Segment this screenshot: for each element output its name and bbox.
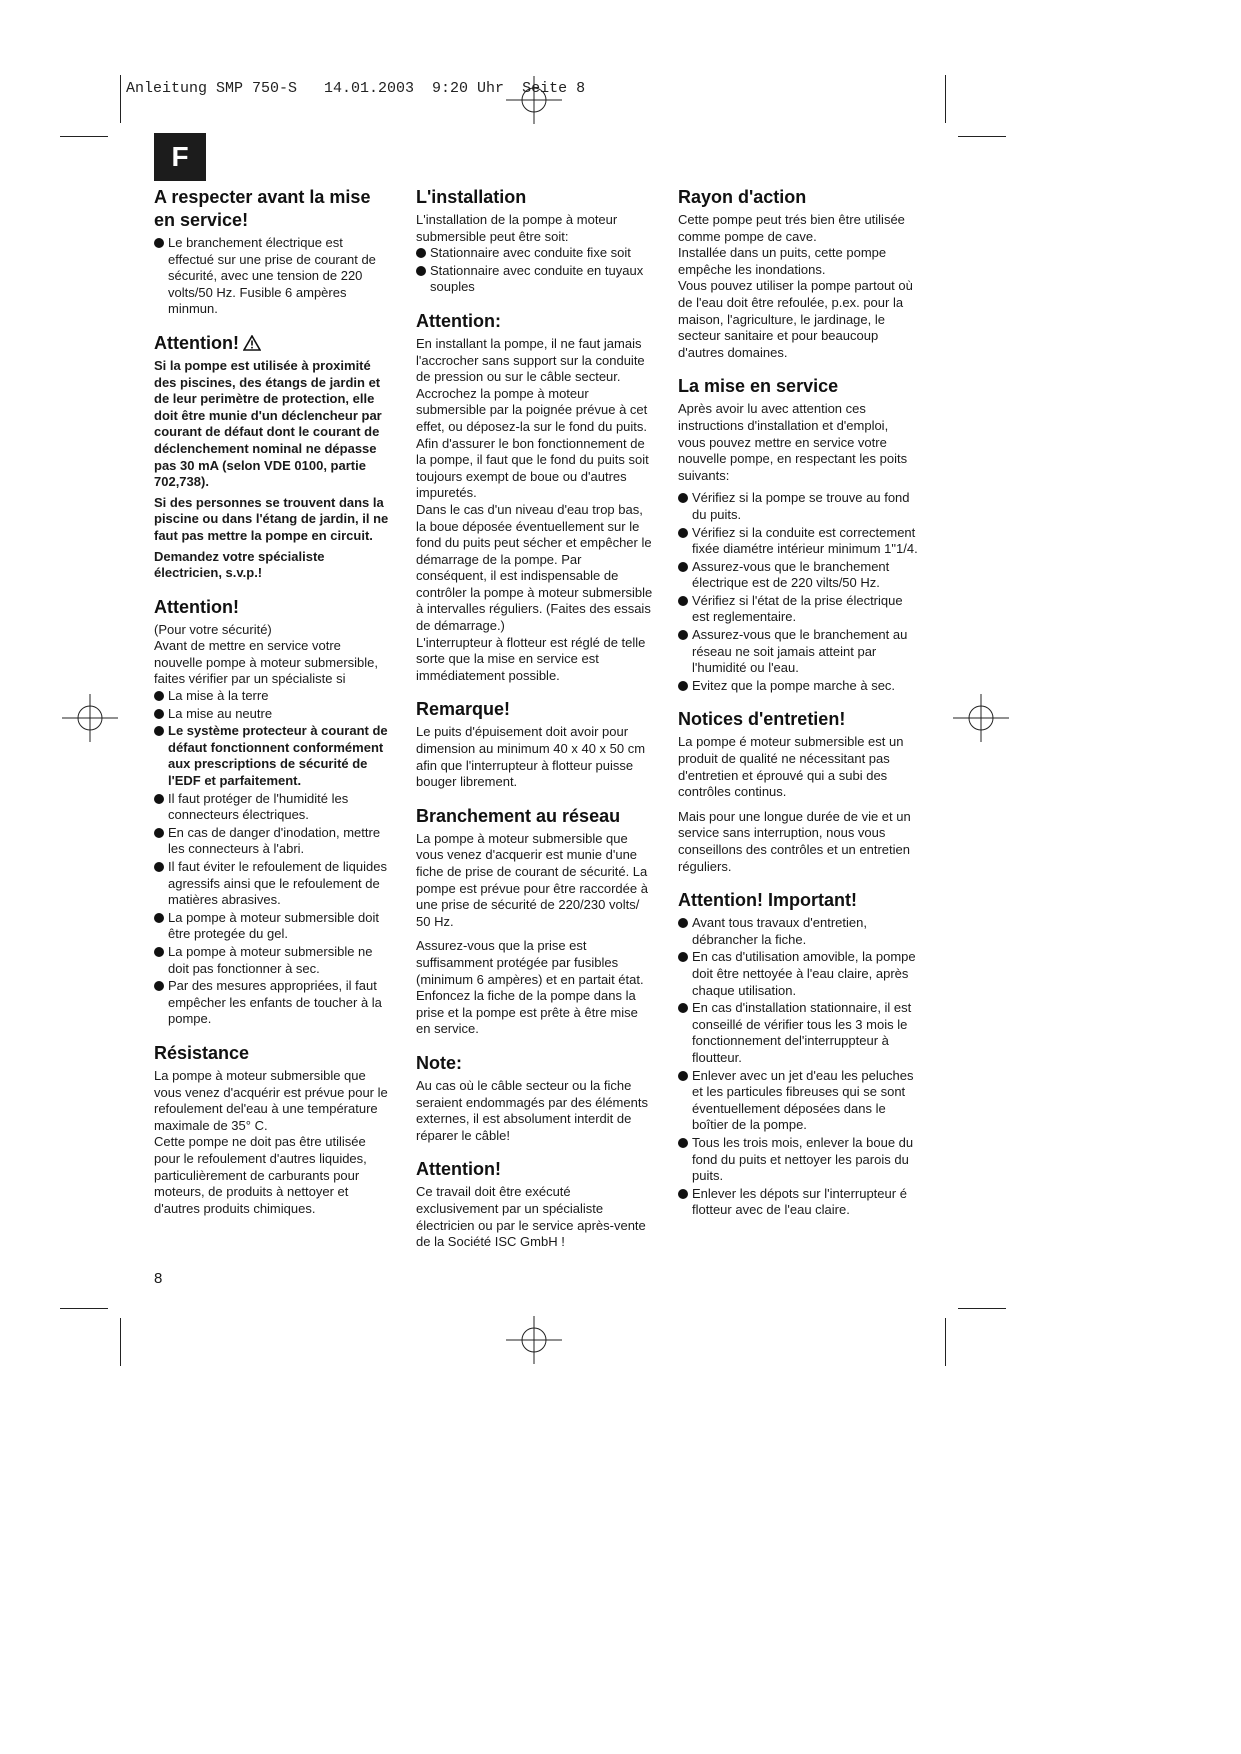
list-item [154, 859, 389, 909]
crop-mark [958, 136, 1006, 137]
section-resistance [154, 1042, 389, 1217]
bullet-list [154, 235, 389, 318]
list-item-text: La pompe à moteur submersible doit être protegée du gel. [168, 909, 380, 942]
bullet-icon [154, 726, 164, 736]
section-title: Attention! [154, 596, 239, 617]
list-item [678, 1135, 918, 1185]
section-attention-safety [154, 332, 389, 582]
list-item-text: Assurez-vous que le branchement électrique est de 220 vilts/50 Hz. [692, 558, 890, 591]
list-item [678, 525, 918, 558]
section-title: Résistance [154, 1042, 250, 1063]
bullet-icon [416, 266, 426, 276]
crop-mark [60, 1308, 108, 1309]
list-item-text: Stationnaire avec conduite fixe soit [430, 245, 631, 261]
paragraph: La pompe à moteur submersible que vous venez d'acquérir est prévue pour le refoulement del'eau à une température maximale de 35° C. [154, 1067, 388, 1133]
list-item [154, 825, 389, 858]
section-title: La mise en service [678, 376, 839, 397]
paragraph: Dans le cas d'un niveau d'eau trop bas, la boue déposée éventuellement sur le fond du puits peut sécher et empêcher le démarrage de la pompe. Par conséquent, il est indispensable de contrôler la pompe à moteur submersible à intervalles réguliers. (Faites des essais de démarrage.) [416, 501, 653, 634]
list-item-text: Vérifiez si la conduite est correctement fixée diamétre intérieur minimum 1"1/4. [692, 524, 918, 557]
crop-mark [120, 1318, 121, 1366]
section-attention-electrician [416, 1158, 654, 1250]
bullet-list [678, 915, 918, 1219]
column-2 [416, 186, 654, 1265]
registration-mark [62, 690, 118, 746]
crop-mark [60, 136, 108, 137]
list-item-text: La pompe à moteur submersible ne doit pas fonctionner à sec. [168, 943, 373, 976]
section-title: A respecter avant la mise en service! [154, 187, 371, 230]
list-item-text: En cas de danger d'inodation, mettre les connecteurs à l'abri. [168, 824, 381, 857]
section-title: Attention! [416, 1159, 501, 1180]
section-title: Attention: [416, 310, 501, 331]
section-attention-important [678, 889, 918, 1219]
list-item-text: Tous les trois mois, enlever la boue du fond du puits et nettoyer les parois du puits. [692, 1134, 914, 1184]
paragraph: En installant la pompe, il ne faut jamais l'accrocher sans support sur la conduite de pression ou sur le câble secteur. Accrochez la pompe à moteur submersible par la poignée prévue à cet effet, ou déposez-la sur le fond du puits. Afin d'assurer le bon fonctionnement de la pompe, il faut que le fond du puits soit toujours exempt de boue ou d'autres impuretés. [416, 335, 649, 501]
paragraph: La pompe à moteur submersible que vous venez d'acquerir est munie d'une fiche de prise de courant de sécurité. La pompe est prévue pour être raccordée à une prise de sécurité de 220/230 volts/ 50 Hz. [416, 830, 648, 929]
paragraph: Le puits d'épuisement doit avoir pour dimension au minimum 40 x 40 x 50 cm afin que l'interrupteur à flotteur puisse bouger librement. [416, 724, 646, 790]
warning-triangle-icon [243, 335, 261, 351]
section-title: Rayon d'action [678, 187, 807, 207]
bullet-icon [678, 528, 688, 538]
bullet-icon [678, 1003, 688, 1013]
list-item-text: En cas d'installation stationnaire, il est conseillé de vérifier tous les 3 mois le fonctionnement del'interruppteur à floutteur. [692, 1000, 912, 1065]
list-item [678, 1068, 918, 1134]
section-maintenance [678, 708, 918, 875]
language-badge: F [154, 133, 206, 181]
list-item [678, 559, 918, 592]
list-item [678, 490, 918, 523]
bullet-icon [678, 1138, 688, 1148]
registration-mark [506, 72, 562, 128]
bullet-icon [416, 248, 426, 258]
section-title-row [154, 332, 389, 355]
list-item-text: Enlever avec un jet d'eau les peluches et les particules fibreuses qui se sont éventuellement déposées dans le boîtier de la pompe. [692, 1067, 914, 1133]
paragraph: La pompe é moteur submersible est un produit de qualité ne nécessitant pas d'entretien et éprouvé qui a subi des contrôles continus. [678, 734, 904, 800]
section-before-use [154, 186, 389, 318]
list-item-text: Enlever les dépots sur l'interrupteur é flotteur avec de l'eau claire. [692, 1185, 907, 1218]
crop-mark [958, 1308, 1006, 1309]
bullet-icon [678, 493, 688, 503]
paragraph: Demandez votre spécialiste électricien, s.v.p.! [154, 548, 325, 581]
section-title: Attention! Important! [678, 890, 857, 911]
bullet-icon [154, 947, 164, 957]
section-title: Attention! [154, 332, 239, 353]
list-item [678, 593, 918, 626]
list-item-text: Vérifiez si l'état de la prise électrique est reglementaire. [692, 592, 903, 625]
list-item-text: La mise au neutre [168, 705, 273, 721]
page-number: 8 [154, 1270, 163, 1287]
bullet-icon [154, 238, 164, 248]
paragraph: L'installation de la pompe à moteur submersible peut être soit: [416, 212, 618, 244]
bullet-icon [678, 630, 688, 640]
registration-mark [953, 690, 1009, 746]
list-item-text: Avant tous travaux d'entretien, débrancher la fiche. [692, 915, 867, 947]
list-item [154, 791, 389, 824]
paragraph: Si des personnes se trouvent dans la piscine ou dans l'étang de jardin, il ne faut pas mettre la pompe en circuit. [154, 494, 389, 543]
list-item [416, 245, 654, 262]
list-item-text: Assurez-vous que le branchement au réseau ne soit jamais atteint par l'humidité ou l'eau. [692, 627, 908, 676]
section-remark [416, 698, 654, 790]
bullet-icon [678, 596, 688, 606]
section-title: Notices d'entretien! [678, 709, 846, 730]
bullet-icon [678, 681, 688, 691]
bullet-list [154, 688, 389, 1028]
paragraph: Après avoir lu avec attention ces instructions d'installation et d'emploi, vous pouvez mettre en service votre nouvelle pompe, en respectant les poits suivants: [678, 401, 908, 483]
paragraph: Avant de mettre en service votre nouvelle pompe à moteur submersible, faites vérifier par un spécialiste si [154, 638, 379, 687]
paragraph: Mais pour une longue durée de vie et un service sans interruption, nous vous conseillons des contrôles et un entretien réguliers. [678, 808, 911, 874]
list-item [154, 978, 389, 1028]
list-item [678, 915, 918, 948]
list-item [678, 678, 918, 695]
bullet-icon [678, 562, 688, 572]
crop-mark [120, 75, 121, 123]
list-item [154, 235, 389, 318]
list-item [154, 688, 389, 705]
paragraph: Au cas où le câble secteur ou la fiche seraient endommagés par des éléments externes, il est absolument interdit de réparer le câble! [416, 1077, 648, 1143]
list-item [416, 263, 654, 296]
bullet-icon [154, 828, 164, 838]
paragraph: Assurez-vous que la prise est suffisamment protégée par fusibles (minimum 6 ampères) et en partait état. Enfoncez la fiche de la pompe dans la prise et la pompe est prête à être mise en service. [416, 938, 644, 1037]
bullet-icon [678, 952, 688, 962]
bullet-icon [678, 1189, 688, 1199]
bullet-icon [154, 981, 164, 991]
section-note [416, 1052, 654, 1144]
section-attention-checks [154, 596, 389, 1028]
crop-mark [945, 1318, 946, 1366]
list-item-text: Le système protecteur à courant de défaut fonctionnent conformément aux prescriptions de sécurité de l'EDF et parfaitement. [168, 723, 388, 789]
section-mains-connection [416, 805, 654, 1038]
list-item-text: Par des mesures appropriées, il faut empêcher les enfants de toucher à la pompe. [168, 978, 382, 1027]
bullet-icon [154, 691, 164, 701]
list-item [154, 706, 389, 723]
list-item [678, 1186, 918, 1219]
section-title: Remarque! [416, 699, 511, 720]
section-attention-installation [416, 310, 654, 684]
list-item-text: En cas d'utilisation amovible, la pompe doit être nettoyée à l'eau claire, après chaque utilisation. [692, 949, 916, 998]
paragraph: (Pour votre sécurité) [154, 621, 272, 637]
print-slug: Anleitung SMP 750-S 14.01.2003 9:20 Uhr Seite 8 [126, 80, 586, 97]
list-item [154, 723, 389, 789]
bullet-list [416, 245, 654, 296]
section-range-of-use [678, 186, 918, 361]
paragraph: Ce travail doit être exécuté exclusivement par un spécialiste électricien ou par le service après-vente de la Société ISC GmbH ! [416, 1184, 646, 1250]
list-item [154, 910, 389, 943]
paragraph: Vous pouvez utiliser la pompe partout où de l'eau doit être refoulée, p.ex. pour la maison, l'agriculture, le jardinage, le secteur sanitaire et pour beaucoup d'autres domaines. [678, 278, 913, 360]
list-item [678, 627, 918, 677]
list-item [678, 1000, 918, 1066]
bullet-list [678, 490, 918, 694]
list-item [154, 944, 389, 977]
paragraph: Installée dans un puits, cette pompe empêche les inondations. [678, 245, 887, 277]
list-item-text: Evitez que la pompe marche à sec. [692, 677, 896, 693]
list-item [678, 949, 918, 999]
list-item-text: Stationnaire avec conduite en tuyaux souples [430, 262, 644, 295]
list-item-text: Il faut éviter le refoulement de liquides agressifs ainsi que le refoulement de matières abrasives. [168, 859, 387, 908]
paragraph: L'interrupteur à flotteur est réglé de telle sorte que la mise en service est immédiatement possible. [416, 634, 646, 683]
bullet-icon [154, 794, 164, 804]
registration-mark [506, 1312, 562, 1368]
list-item-text: Vérifiez si la pompe se trouve au fond du puits. [692, 490, 910, 522]
bullet-icon [154, 862, 164, 872]
section-title: Note: [416, 1052, 462, 1073]
crop-mark [945, 75, 946, 123]
list-item-text: Le branchement électrique est effectué sur une prise de courant de sécurité, avec une tension de 220 volts/50 Hz. Fusible 6 ampères minmun. [168, 235, 376, 317]
bullet-icon [154, 913, 164, 923]
section-commissioning [678, 375, 918, 694]
section-title: Branchement au réseau [416, 805, 621, 826]
list-item-text: La mise à la terre [168, 688, 269, 704]
bullet-icon [678, 1071, 688, 1081]
bullet-icon [678, 918, 688, 928]
column-3 [678, 186, 918, 1233]
column-1 [154, 186, 389, 1231]
list-item-text: Il faut protéger de l'humidité les connecteurs électriques. [168, 790, 349, 823]
paragraph: Cette pompe ne doit pas être utilisée pour le refoulement d'autres liquides, particulièrement de carburants pour moteurs, de produits à nettoyer et d'autres produits chimiques. [154, 1134, 367, 1216]
section-title: L'installation [416, 187, 527, 207]
paragraph: Cette pompe peut trés bien être utilisée comme pompe de cave. [678, 212, 905, 244]
bullet-icon [154, 709, 164, 719]
paragraph: Si la pompe est utilisée à proximité des piscines, des étangs de jardin et de leur perimètre de protection, elle doit être munie d'un déclencheur par courant de défaut dont le courant de déclenchement nominal ne dépasse pas 30 mA (selon VDE 0100, partie 702,738). [154, 357, 382, 490]
section-installation [416, 186, 654, 296]
